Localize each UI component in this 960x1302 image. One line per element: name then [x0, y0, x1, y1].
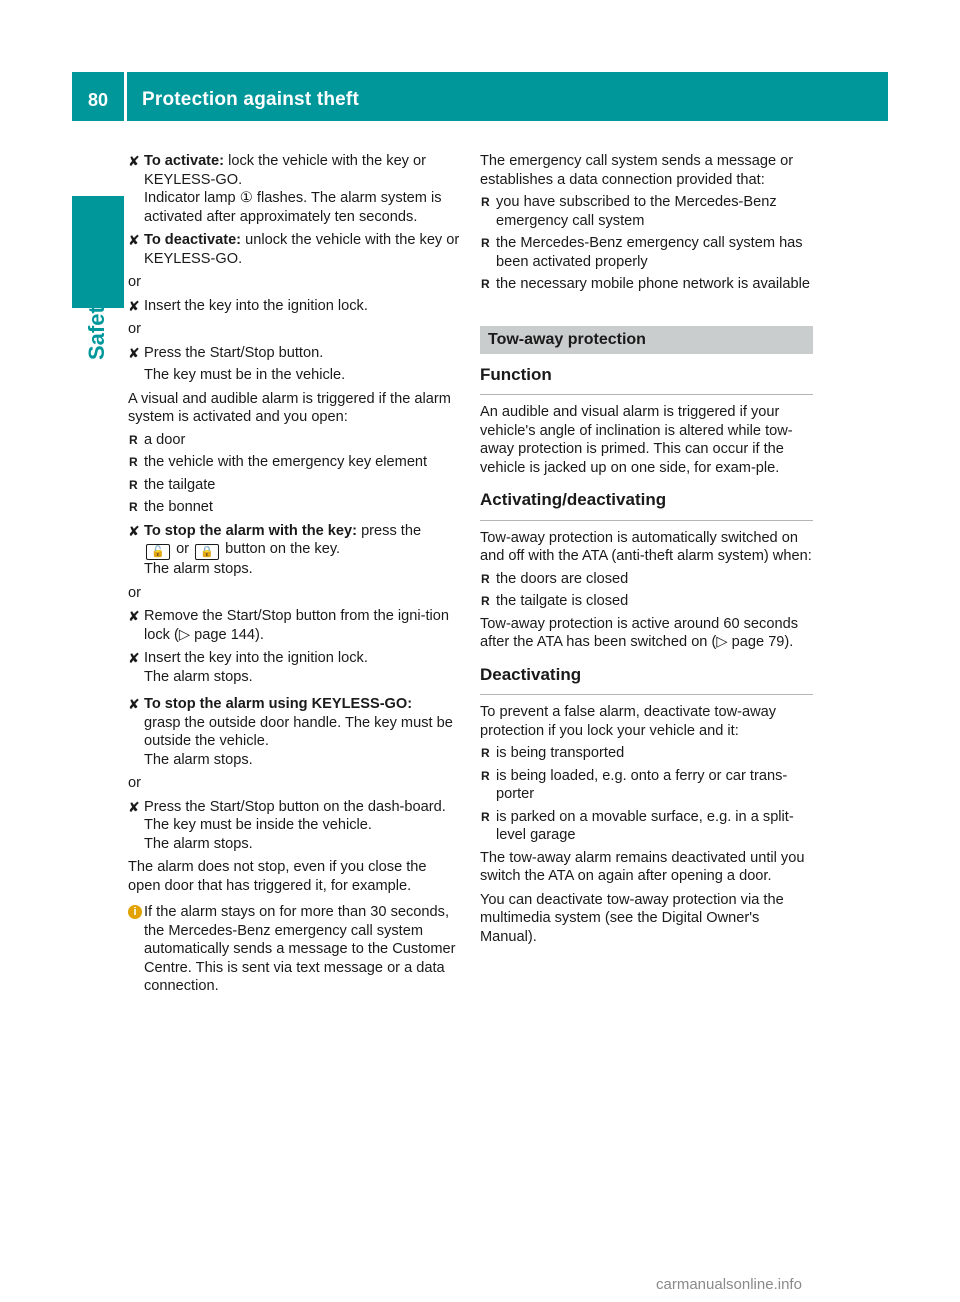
- section-title: Tow-away protection: [480, 326, 813, 354]
- info-icon: i: [128, 905, 142, 919]
- step-text: Indicator lamp: [144, 190, 236, 206]
- list-item: R the tailgate: [129, 476, 216, 493]
- alarm-not-stop-text: The alarm does not stop, even if you close the open door that has triggered it, for example.: [128, 859, 427, 894]
- step-arrow-icon: ✘: [128, 232, 140, 248]
- step-arrow-icon: ✘: [128, 696, 140, 712]
- step-arrow-icon: ✘: [128, 522, 140, 539]
- deactivating-multimedia: You can deactivate tow-away protection via the multimedia system (see the Digital Owner's Manual).: [480, 891, 784, 945]
- bullet-icon: R: [481, 746, 490, 760]
- list-item: R the bonnet: [129, 499, 213, 515]
- info-note-text: If the alarm stays on for more than 30 seconds, the Mercedes-Benz emergency call system automatically sends a message to the Customer Centre. This is sent via text message or a data connection.: [144, 904, 456, 994]
- list-item: R the doors are closed: [481, 570, 629, 587]
- side-tab-label: Safety: [84, 293, 109, 360]
- step-text: Insert the key into the ignition lock.: [144, 297, 368, 314]
- step-arrow-icon: ✘: [128, 650, 140, 666]
- bullet-icon: R: [129, 500, 138, 514]
- step-press-dash: [128, 798, 461, 854]
- step-text: Press the Start/Stop button on the dash-board. The key must be inside the vehicle.: [144, 798, 446, 833]
- watermark: carmanualsonline.info: [656, 1276, 802, 1293]
- step-arrow-icon: ✘: [128, 153, 140, 169]
- step-stop-with-key: [128, 522, 461, 579]
- unlock-icon: 🔓: [146, 544, 170, 560]
- step-note: The key must be in the vehicle.: [144, 367, 346, 383]
- list-item: R is being transported: [481, 745, 625, 761]
- function-heading: Function: [480, 366, 813, 396]
- step-note: The alarm stops.: [144, 668, 253, 685]
- bullet-icon: R: [481, 277, 490, 291]
- deactivating-heading: Deactivating: [480, 666, 813, 696]
- step-press-start: [128, 344, 461, 385]
- list-item: R the tailgate is closed: [481, 593, 629, 609]
- list-item: R the Mercedes-Benz emergency call system has been activated properly: [481, 235, 803, 270]
- or-text: or: [128, 584, 141, 601]
- step-label: To stop the alarm with the key:: [144, 522, 357, 539]
- step-arrow-icon: ✘: [128, 344, 140, 361]
- step-insert-key: [128, 297, 461, 316]
- step-label: To activate:: [144, 153, 225, 169]
- step-label: To deactivate:: [144, 232, 242, 248]
- page-reference[interactable]: page 144).: [194, 626, 264, 643]
- step-text: press the: [361, 522, 422, 539]
- step-arrow-icon: ✘: [128, 297, 140, 314]
- step-text: flashes. The alarm system is activated after approximately ten seconds.: [144, 190, 442, 225]
- step-text: button on the key.: [225, 541, 341, 557]
- deactivating-remains: The tow-away alarm remains deactivated until you switch the ATA on again after opening a door.: [480, 849, 805, 884]
- bullet-icon: R: [481, 236, 490, 250]
- step-text: lock the vehicle with the key or KEYLESS-GO.: [144, 153, 427, 188]
- step-activate: [128, 152, 461, 226]
- activating-text: Tow-away protection is automatically switched on and off with the ATA (anti-theft alarm system) when:: [480, 529, 812, 564]
- list-item: R you have subscribed to the Mercedes-Benz emergency call system: [481, 194, 777, 229]
- info-note: [128, 903, 461, 996]
- activating-active-text: Tow-away protection is active around 60 seconds after the ATA has been switched on (▷ page 79).: [480, 615, 798, 650]
- page-ref-arrow-icon: ▷: [716, 634, 728, 650]
- step-text: Press the Start/Stop button.: [144, 344, 324, 361]
- step-label: To stop the alarm using KEYLESS-GO:: [144, 696, 413, 712]
- list-item: R a door: [129, 431, 186, 448]
- bullet-icon: R: [481, 809, 490, 824]
- step-remove-key: [128, 607, 461, 644]
- indicator-lamp-symbol: ①: [239, 190, 253, 206]
- step-keyless: [128, 695, 461, 769]
- or-text: or: [128, 321, 141, 337]
- step-note: The alarm stops.: [144, 751, 253, 768]
- step-note: The alarm stops.: [144, 561, 253, 577]
- list-item: R is being loaded, e.g. onto a ferry or car trans-porter: [481, 767, 788, 802]
- step-arrow-icon: ✘: [128, 608, 140, 624]
- step-text: or: [176, 541, 190, 557]
- bullet-icon: R: [481, 195, 490, 209]
- side-tab: [72, 196, 124, 308]
- step-insert-key-2: [128, 649, 461, 686]
- bullet-icon: R: [481, 571, 490, 586]
- list-item: R the necessary mobile phone network is available: [481, 276, 810, 292]
- function-text: An audible and visual alarm is triggered if your vehicle's angle of inclination is altered while tow-away protection is primed. This can occur if the vehicle is jacked up on one side, for exam-ple.: [480, 404, 793, 476]
- emergency-intro: The emergency call system sends a message or establishes a data connection provided that:: [480, 153, 794, 188]
- deactivating-intro: To prevent a false alarm, deactivate tow-away protection if you lock your vehicle and it:: [480, 704, 777, 739]
- lock-icon: 🔒: [195, 544, 219, 560]
- step-text: grasp the outside door handle. The key must be outside the vehicle.: [144, 714, 453, 749]
- step-text: unlock the vehicle with the key or KEYLESS-GO.: [144, 232, 460, 267]
- alarm-trigger-intro: A visual and audible alarm is triggered if the alarm system is activated and you open:: [128, 390, 451, 425]
- bullet-icon: R: [129, 477, 138, 492]
- or-text: or: [128, 775, 141, 791]
- list-item: R the vehicle with the emergency key element: [129, 454, 428, 470]
- list-item: R is parked on a movable surface, e.g. in a split-level garage: [481, 808, 794, 843]
- bullet-icon: R: [129, 432, 138, 447]
- header-divider: [124, 72, 127, 121]
- step-deactivate: [128, 231, 461, 268]
- step-note: The alarm stops.: [144, 835, 253, 852]
- activating-heading: Activating/deactivating: [480, 491, 813, 521]
- right-column: [480, 152, 813, 946]
- bullet-icon: R: [481, 594, 490, 608]
- step-arrow-icon: ✘: [128, 798, 140, 815]
- bullet-icon: R: [481, 768, 490, 783]
- step-text: Insert the key into the ignition lock.: [144, 650, 368, 666]
- chapter-title: Protection against theft: [142, 89, 359, 110]
- page-ref-arrow-icon: ▷: [178, 626, 191, 643]
- bullet-icon: R: [129, 455, 138, 469]
- left-column: [128, 152, 461, 996]
- step-text: Remove the Start/Stop button from the igni-tion lock (: [144, 608, 450, 643]
- page-reference[interactable]: page 79).: [731, 634, 794, 650]
- page-number: 80: [87, 90, 109, 110]
- or-text: or: [128, 274, 141, 290]
